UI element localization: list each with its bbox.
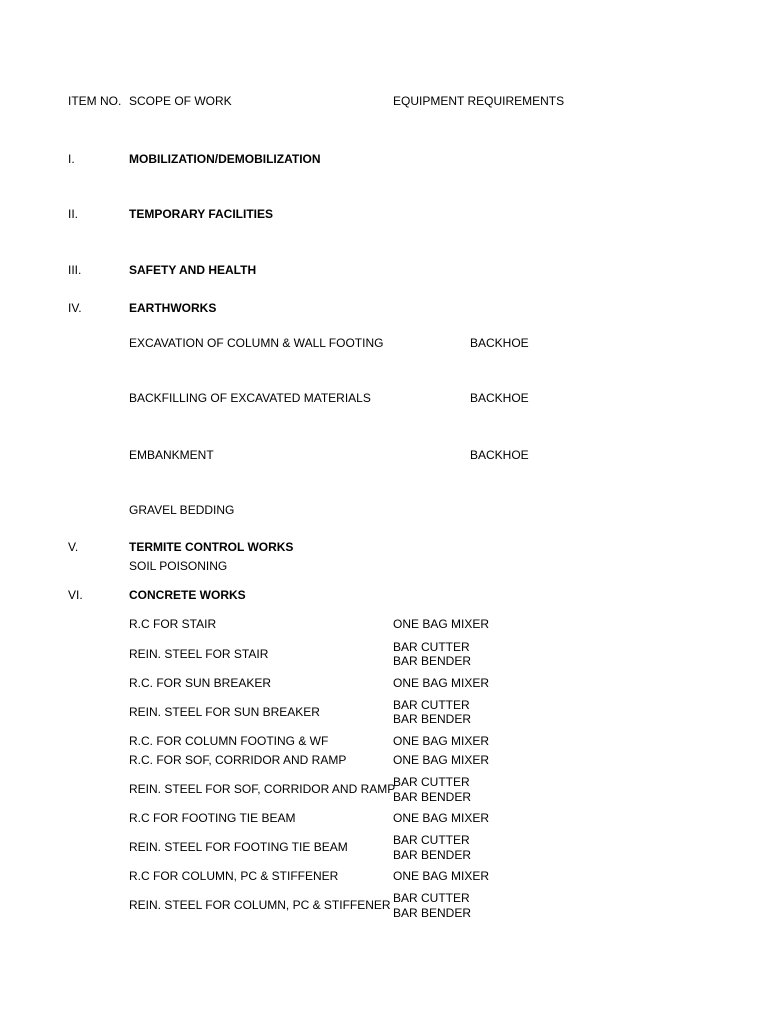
scope-item: R.C. FOR SOF, CORRIDOR AND RAMP — [129, 753, 347, 767]
header-equipment-requirements: EQUIPMENT REQUIREMENTS — [393, 94, 565, 108]
equipment-item: BAR CUTTER — [393, 640, 470, 654]
scope-item: R.C FOR FOOTING TIE BEAM — [129, 811, 296, 825]
equipment-item: BACKHOE — [470, 391, 529, 405]
section-item-no: I. — [68, 152, 75, 166]
header-item-no: ITEM NO. — [68, 94, 122, 108]
section-title: EARTHWORKS — [129, 301, 217, 315]
scope-item: R.C. FOR SUN BREAKER — [129, 676, 272, 690]
scope-item: REIN. STEEL FOR SOF, CORRIDOR AND RAMP — [129, 782, 396, 796]
section-title: MOBILIZATION/DEMOBILIZATION — [129, 152, 321, 166]
equipment-item: BAR BENDER — [393, 654, 472, 668]
scope-item: R.C FOR COLUMN, PC & STIFFENER — [129, 869, 339, 883]
scope-item: REIN. STEEL FOR FOOTING TIE BEAM — [129, 840, 348, 854]
equipment-item: BACKHOE — [470, 336, 529, 350]
equipment-item: ONE BAG MIXER — [393, 734, 490, 748]
section-title: TERMITE CONTROL WORKS — [129, 540, 294, 554]
equipment-item: BAR BENDER — [393, 906, 472, 920]
scope-item: SOIL POISONING — [129, 559, 228, 573]
scope-item: R.C FOR STAIR — [129, 617, 217, 631]
equipment-item: ONE BAG MIXER — [393, 617, 490, 631]
section-item-no: II. — [68, 207, 79, 221]
section-item-no: III. — [68, 263, 82, 277]
equipment-item: ONE BAG MIXER — [393, 753, 490, 767]
equipment-item: ONE BAG MIXER — [393, 869, 490, 883]
equipment-item: BAR CUTTER — [393, 775, 470, 789]
equipment-item: ONE BAG MIXER — [393, 676, 490, 690]
scope-item: BACKFILLING OF EXCAVATED MATERIALS — [129, 391, 371, 405]
scope-item: REIN. STEEL FOR COLUMN, PC & STIFFENER — [129, 898, 391, 912]
section-title: CONCRETE WORKS — [129, 588, 246, 602]
equipment-item: BAR CUTTER — [393, 891, 470, 905]
equipment-item: BAR BENDER — [393, 848, 472, 862]
equipment-item: BAR CUTTER — [393, 698, 470, 712]
scope-item: EMBANKMENT — [129, 448, 214, 462]
header-scope-of-work: SCOPE OF WORK — [129, 94, 232, 108]
equipment-item: ONE BAG MIXER — [393, 811, 490, 825]
equipment-item: BAR BENDER — [393, 790, 472, 804]
equipment-item: BACKHOE — [470, 448, 529, 462]
section-item-no: V. — [68, 540, 79, 554]
scope-item: REIN. STEEL FOR SUN BREAKER — [129, 705, 320, 719]
section-item-no: VI. — [68, 588, 83, 602]
scope-item: R.C. FOR COLUMN FOOTING & WF — [129, 734, 329, 748]
equipment-item: BAR CUTTER — [393, 833, 470, 847]
section-title: SAFETY AND HEALTH — [129, 263, 257, 277]
section-title: TEMPORARY FACILITIES — [129, 207, 274, 221]
scope-item: REIN. STEEL FOR STAIR — [129, 647, 269, 661]
equipment-item: BAR BENDER — [393, 712, 472, 726]
section-item-no: IV. — [68, 301, 82, 315]
scope-item: EXCAVATION OF COLUMN & WALL FOOTING — [129, 336, 384, 350]
scope-item: GRAVEL BEDDING — [129, 503, 235, 517]
